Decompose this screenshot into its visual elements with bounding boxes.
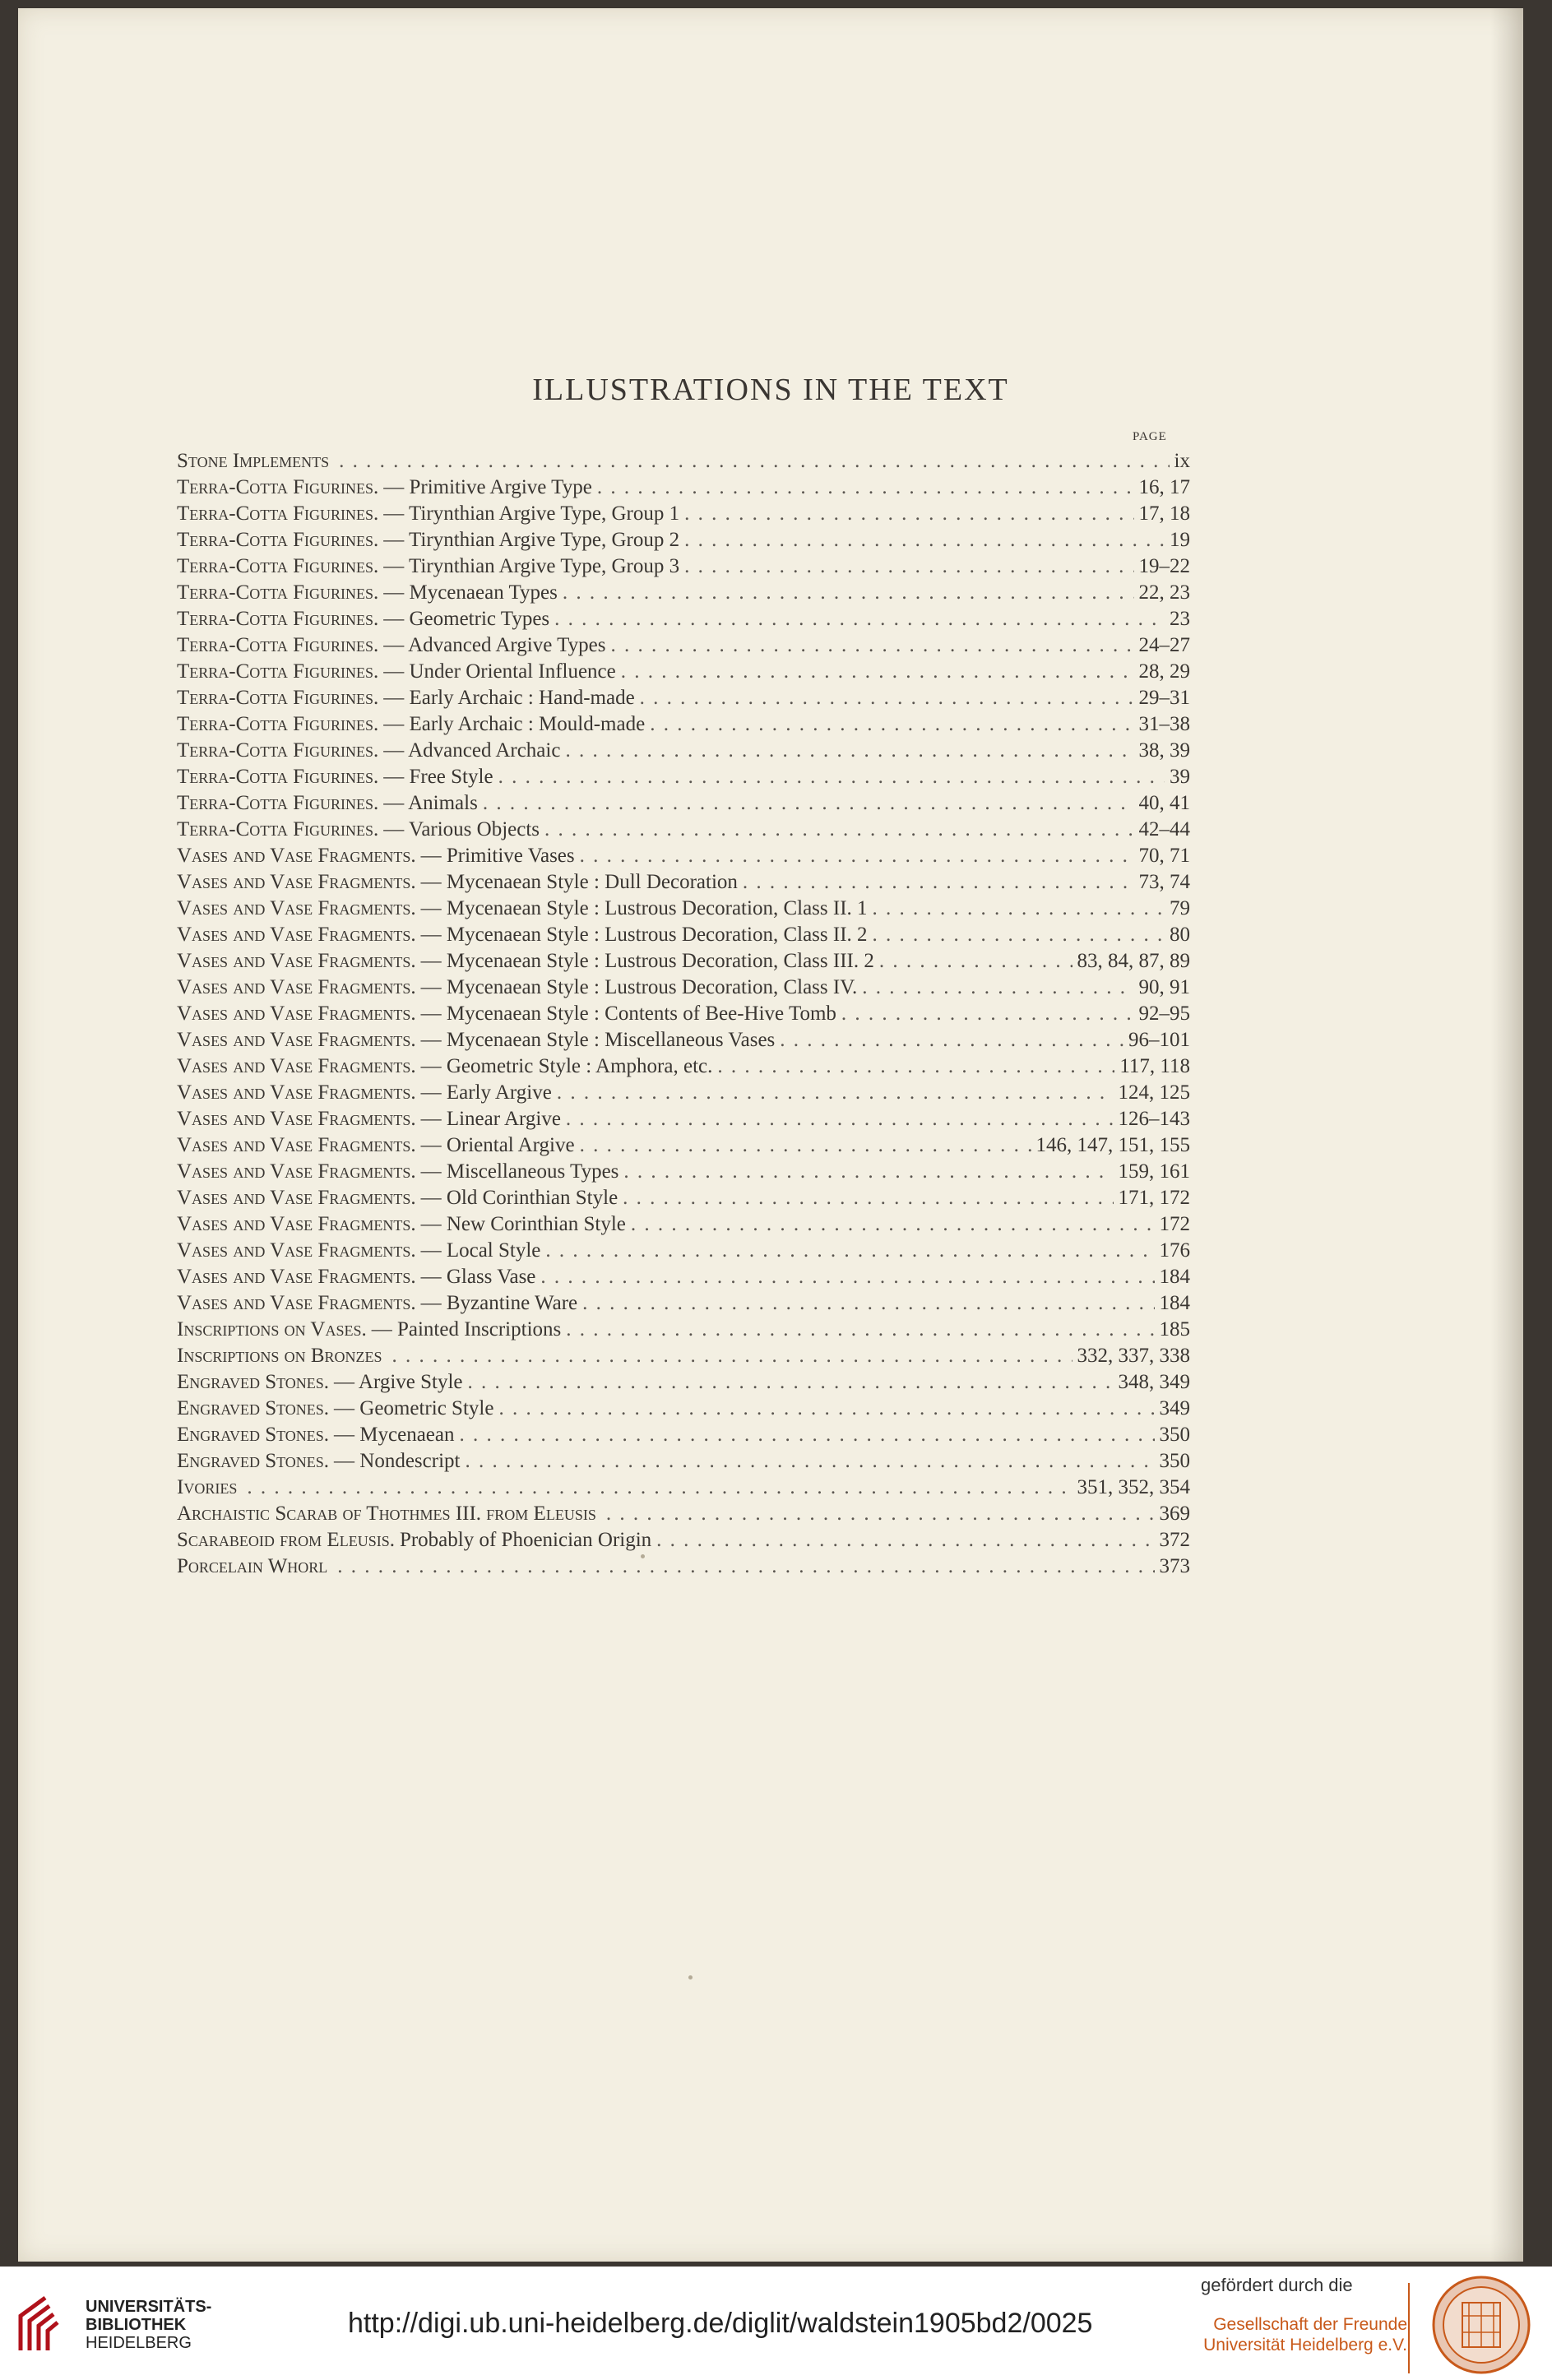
toc-entry xyxy=(177,475,1190,501)
toc-entry-label: Terra-Cotta Figurines. xyxy=(177,713,379,735)
toc-entry-page: 124, 125 xyxy=(1118,1081,1190,1104)
toc-entry-label: Inscriptions on Vases. xyxy=(177,1318,367,1340)
toc-entry xyxy=(177,1159,1190,1185)
toc-entry-subtitle: — Advanced Archaic xyxy=(383,739,561,762)
toc-entry-page: 126–143 xyxy=(1118,1108,1190,1130)
dot-leader xyxy=(566,1317,1154,1343)
toc-entry-label: Vases and Vase Fragments. xyxy=(177,976,416,998)
toc-entry-subtitle: — Mycenaean Style : Contents of Bee-Hive Tomb xyxy=(420,1002,836,1025)
toc-entry-subtitle: — Mycenaean Style : Dull Decoration xyxy=(420,871,738,893)
toc-entry-label: Porcelain Whorl xyxy=(177,1555,328,1577)
toc-entry-subtitle: — Mycenaean Style : Lustrous Decoration, Class IV. xyxy=(420,976,858,998)
toc-entry-page: 351, 352, 354 xyxy=(1077,1476,1190,1498)
dot-leader xyxy=(557,1080,1114,1106)
university-library-logo-icon xyxy=(16,2291,74,2357)
toc-entry-page: 348, 349 xyxy=(1118,1371,1190,1393)
toc-entry xyxy=(177,448,1190,475)
illustrations-list xyxy=(177,448,1190,1580)
toc-entry-subtitle: — Free Style xyxy=(383,766,493,788)
toc-entry-subtitle: — Tirynthian Argive Type, Group 2 xyxy=(383,529,680,551)
toc-entry-page: 171, 172 xyxy=(1118,1187,1190,1209)
toc-entry-page: 146, 147, 151, 155 xyxy=(1035,1134,1190,1156)
toc-entry-subtitle: — Mycenaean xyxy=(334,1424,455,1446)
toc-entry xyxy=(177,501,1190,527)
toc-entry-subtitle: — Mycenaean Style : Lustrous Decoration, Class II. 1 xyxy=(420,897,868,919)
digitization-footer xyxy=(0,2267,1552,2380)
toc-entry-subtitle: — Miscellaneous Types xyxy=(420,1160,619,1183)
toc-entry xyxy=(177,1264,1190,1290)
page-column-label: PAGE xyxy=(1133,430,1167,443)
toc-entry xyxy=(177,1053,1190,1080)
toc-entry-label: Terra-Cotta Figurines. xyxy=(177,581,379,604)
toc-entry xyxy=(177,1027,1190,1053)
dot-leader xyxy=(468,1369,1114,1396)
toc-entry-subtitle: — Early Argive xyxy=(420,1081,552,1104)
toc-entry-subtitle: — Primitive Vases xyxy=(420,845,575,867)
toc-entry-label: Vases and Vase Fragments. xyxy=(177,1292,416,1314)
toc-entry xyxy=(177,685,1190,711)
toc-entry-label: Terra-Cotta Figurines. xyxy=(177,555,379,577)
toc-entry-subtitle: — Local Style xyxy=(420,1239,541,1262)
dot-leader xyxy=(606,1501,1155,1527)
toc-entry xyxy=(177,1290,1190,1317)
toc-entry xyxy=(177,1501,1190,1527)
toc-entry-page: 19 xyxy=(1170,529,1190,551)
toc-entry-label: Vases and Vase Fragments. xyxy=(177,1108,416,1130)
toc-entry-label: Vases and Vase Fragments. xyxy=(177,1239,416,1262)
toc-entry xyxy=(177,1238,1190,1264)
dot-leader xyxy=(841,1001,1134,1027)
toc-entry xyxy=(177,896,1190,922)
dot-leader xyxy=(554,606,1165,632)
toc-entry-subtitle: — Various Objects xyxy=(383,818,540,840)
toc-entry-page: 19–22 xyxy=(1138,555,1190,577)
toc-entry xyxy=(177,659,1190,685)
toc-entry-subtitle: — Under Oriental Influence xyxy=(383,660,616,683)
toc-entry-subtitle: — Tirynthian Argive Type, Group 1 xyxy=(383,502,680,525)
toc-entry-label: Vases and Vase Fragments. xyxy=(177,845,416,867)
dot-leader xyxy=(580,843,1134,869)
toc-entry-subtitle: — New Corinthian Style xyxy=(420,1213,626,1235)
sponsor-name xyxy=(1203,2314,1407,2355)
toc-entry xyxy=(177,1553,1190,1580)
dot-leader xyxy=(780,1027,1123,1053)
toc-entry-subtitle: — Nondescript xyxy=(334,1450,461,1472)
toc-entry-page: 16, 17 xyxy=(1138,476,1190,498)
toc-entry-page: 79 xyxy=(1170,897,1190,919)
toc-entry-subtitle: — Glass Vase xyxy=(420,1266,536,1288)
toc-entry-page: 92–95 xyxy=(1138,1002,1190,1025)
dot-leader xyxy=(631,1211,1155,1238)
toc-entry-label: Terra-Cotta Figurines. xyxy=(177,739,379,762)
toc-entry-page: 185 xyxy=(1159,1318,1190,1340)
toc-entry-page: 38, 39 xyxy=(1138,739,1190,762)
toc-entry-page: 117, 118 xyxy=(1119,1055,1190,1077)
toc-entry xyxy=(177,1211,1190,1238)
dot-leader xyxy=(465,1448,1154,1475)
toc-entry xyxy=(177,1001,1190,1027)
toc-entry-page: 24–27 xyxy=(1138,634,1190,656)
toc-entry-subtitle: — Mycenaean Style : Miscellaneous Vases xyxy=(420,1029,776,1051)
toc-entry-label: Terra-Cotta Figurines. xyxy=(177,792,379,814)
toc-entry xyxy=(177,1369,1190,1396)
toc-entry xyxy=(177,711,1190,738)
dot-leader xyxy=(247,1475,1072,1501)
dot-leader xyxy=(597,475,1134,501)
library-name xyxy=(86,2298,211,2352)
toc-entry-page: 90, 91 xyxy=(1138,976,1190,998)
toc-entry-subtitle: — Primitive Argive Type xyxy=(383,476,592,498)
toc-entry-label: Vases and Vase Fragments. xyxy=(177,871,416,893)
dot-leader xyxy=(623,1185,1113,1211)
toc-entry-page: 96–101 xyxy=(1128,1029,1190,1051)
toc-entry-subtitle: — Advanced Argive Types xyxy=(383,634,606,656)
toc-entry xyxy=(177,948,1190,975)
toc-entry-page: 159, 161 xyxy=(1118,1160,1190,1183)
toc-entry xyxy=(177,738,1190,764)
sponsor-divider xyxy=(1408,2283,1410,2373)
toc-entry xyxy=(177,632,1190,659)
dot-leader xyxy=(650,711,1133,738)
toc-entry xyxy=(177,580,1190,606)
toc-entry xyxy=(177,1475,1190,1501)
dot-leader xyxy=(540,1264,1154,1290)
page-title: ILLUSTRATIONS IN THE TEXT xyxy=(532,373,1009,407)
toc-entry-page: ix xyxy=(1174,450,1190,472)
dot-leader xyxy=(337,1553,1154,1580)
dot-leader xyxy=(545,1238,1154,1264)
toc-entry xyxy=(177,869,1190,896)
toc-entry-page: 332, 337, 338 xyxy=(1077,1345,1190,1367)
document-page xyxy=(18,8,1523,2262)
toc-entry xyxy=(177,1132,1190,1159)
toc-entry-subtitle: — Old Corinthian Style xyxy=(420,1187,618,1209)
toc-entry xyxy=(177,1527,1190,1553)
toc-entry-label: Engraved Stones. xyxy=(177,1424,330,1446)
toc-entry-label: Terra-Cotta Figurines. xyxy=(177,660,379,683)
toc-entry-page: 28, 29 xyxy=(1138,660,1190,683)
toc-entry-subtitle: — Argive Style xyxy=(334,1371,463,1393)
toc-entry-subtitle: — Tirynthian Argive Type, Group 3 xyxy=(383,555,680,577)
toc-entry-label: Vases and Vase Fragments. xyxy=(177,924,416,946)
toc-entry xyxy=(177,975,1190,1001)
toc-entry-subtitle: — Linear Argive xyxy=(420,1108,561,1130)
university-seal-icon xyxy=(1431,2275,1531,2375)
toc-entry xyxy=(177,527,1190,553)
library-name-line3: HEIDELBERG xyxy=(86,2334,192,2352)
toc-entry-label: Vases and Vase Fragments. xyxy=(177,950,416,972)
toc-entry-label: Engraved Stones. xyxy=(177,1450,330,1472)
toc-entry-page: 349 xyxy=(1159,1397,1190,1419)
toc-entry xyxy=(177,1317,1190,1343)
dot-leader xyxy=(879,948,1073,975)
toc-entry xyxy=(177,606,1190,632)
toc-entry-label: Terra-Cotta Figurines. xyxy=(177,634,379,656)
dot-leader xyxy=(621,659,1134,685)
toc-entry-label: Vases and Vase Fragments. xyxy=(177,1187,416,1209)
dot-leader xyxy=(582,1290,1154,1317)
toc-entry-label: Stone Implements xyxy=(177,450,330,472)
toc-entry xyxy=(177,553,1190,580)
toc-entry-page: 176 xyxy=(1159,1239,1190,1262)
toc-entry-subtitle: — Mycenaean Style : Lustrous Decoration, Class II. 2 xyxy=(420,924,868,946)
toc-entry-page: 350 xyxy=(1159,1450,1190,1472)
toc-entry xyxy=(177,1448,1190,1475)
dot-leader xyxy=(640,685,1134,711)
dot-leader xyxy=(610,632,1133,659)
permalink-url[interactable]: http://digi.ub.uni-heidelberg.de/diglit/waldstein1905bd2/0025 xyxy=(348,2308,1093,2339)
dot-leader xyxy=(656,1527,1154,1553)
toc-entry-subtitle: — Animals xyxy=(383,792,478,814)
toc-entry-subtitle: — Painted Inscriptions xyxy=(371,1318,562,1340)
dot-leader xyxy=(862,975,1133,1001)
toc-entry-page: 73, 74 xyxy=(1138,871,1190,893)
toc-entry-page: 369 xyxy=(1159,1503,1190,1525)
dot-leader xyxy=(743,869,1134,896)
toc-entry-page: 350 xyxy=(1159,1424,1190,1446)
toc-entry-subtitle: Probably of Phoenician Origin xyxy=(399,1529,652,1551)
toc-entry-subtitle: — Early Archaic : Hand-made xyxy=(383,687,635,709)
toc-entry-label: Ivories xyxy=(177,1476,238,1498)
toc-entry-label: Terra-Cotta Figurines. xyxy=(177,476,379,498)
toc-entry-page: 80 xyxy=(1170,924,1190,946)
dot-leader xyxy=(623,1159,1113,1185)
toc-entry xyxy=(177,1422,1190,1448)
toc-entry-label: Terra-Cotta Figurines. xyxy=(177,502,379,525)
toc-entry-subtitle: — Early Archaic : Mould-made xyxy=(383,713,646,735)
sponsor-name-line1: Gesellschaft der Freunde xyxy=(1213,2315,1407,2334)
toc-entry-page: 372 xyxy=(1159,1529,1190,1551)
toc-entry-label: Terra-Cotta Figurines. xyxy=(177,818,379,840)
dot-leader xyxy=(339,448,1169,475)
page-edge-shadow xyxy=(1490,8,1523,2262)
toc-entry-page: 172 xyxy=(1159,1213,1190,1235)
toc-entry xyxy=(177,764,1190,790)
toc-entry-label: Vases and Vase Fragments. xyxy=(177,1213,416,1235)
toc-entry-label: Vases and Vase Fragments. xyxy=(177,1002,416,1025)
dot-leader xyxy=(566,1106,1114,1132)
dot-leader xyxy=(684,501,1133,527)
toc-entry-label: Vases and Vase Fragments. xyxy=(177,1266,416,1288)
toc-entry-subtitle: — Mycenaean Style : Lustrous Decoration, Class III. 2 xyxy=(420,950,874,972)
toc-entry-page: 17, 18 xyxy=(1138,502,1190,525)
toc-entry-label: Archaistic Scarab of Thothmes III. from Eleusis xyxy=(177,1503,596,1525)
toc-entry-label: Vases and Vase Fragments. xyxy=(177,1081,416,1104)
toc-entry-page: 39 xyxy=(1170,766,1190,788)
paper-speck xyxy=(641,1554,645,1558)
dot-leader xyxy=(483,790,1134,817)
toc-entry xyxy=(177,1106,1190,1132)
toc-entry-label: Scarabeoid from Eleusis. xyxy=(177,1529,395,1551)
dot-leader xyxy=(717,1053,1114,1080)
toc-entry xyxy=(177,790,1190,817)
toc-entry-page: 70, 71 xyxy=(1138,845,1190,867)
toc-entry xyxy=(177,1343,1190,1369)
dot-leader xyxy=(498,764,1165,790)
toc-entry xyxy=(177,843,1190,869)
toc-entry-label: Vases and Vase Fragments. xyxy=(177,1160,416,1183)
dot-leader xyxy=(460,1422,1155,1448)
dot-leader xyxy=(392,1343,1073,1369)
toc-entry-subtitle: — Geometric Types xyxy=(383,608,550,630)
toc-entry xyxy=(177,817,1190,843)
dot-leader xyxy=(498,1396,1154,1422)
dot-leader xyxy=(873,896,1165,922)
toc-entry-page: 23 xyxy=(1170,608,1190,630)
toc-entry-label: Terra-Cotta Figurines. xyxy=(177,529,379,551)
toc-entry-page: 22, 23 xyxy=(1138,581,1190,604)
toc-entry-subtitle: — Geometric Style xyxy=(334,1397,494,1419)
toc-entry-subtitle: — Geometric Style : Amphora, etc. xyxy=(420,1055,713,1077)
toc-entry-page: 83, 84, 87, 89 xyxy=(1077,950,1190,972)
toc-entry-page: 40, 41 xyxy=(1138,792,1190,814)
toc-entry-page: 184 xyxy=(1159,1266,1190,1288)
toc-entry xyxy=(177,1185,1190,1211)
toc-entry-page: 184 xyxy=(1159,1292,1190,1314)
dot-leader xyxy=(565,738,1133,764)
toc-entry-page: 373 xyxy=(1159,1555,1190,1577)
sponsor-intro: gefördert durch die xyxy=(1201,2275,1353,2295)
toc-entry-subtitle: — Oriental Argive xyxy=(420,1134,575,1156)
toc-entry-label: Terra-Cotta Figurines. xyxy=(177,766,379,788)
dot-leader xyxy=(684,553,1133,580)
dot-leader xyxy=(544,817,1133,843)
dot-leader xyxy=(580,1132,1031,1159)
toc-entry-subtitle: — Byzantine Ware xyxy=(420,1292,578,1314)
toc-entry-label: Vases and Vase Fragments. xyxy=(177,1055,416,1077)
library-name-line1: UNIVERSITÄTS- xyxy=(86,2298,212,2316)
toc-entry xyxy=(177,922,1190,948)
toc-entry-label: Inscriptions on Bronzes xyxy=(177,1345,382,1367)
paper-speck xyxy=(688,1975,693,1979)
toc-entry-page: 31–38 xyxy=(1138,713,1190,735)
toc-entry-subtitle: — Mycenaean Types xyxy=(383,581,558,604)
toc-entry xyxy=(177,1396,1190,1422)
toc-entry-label: Vases and Vase Fragments. xyxy=(177,1029,416,1051)
toc-entry-label: Engraved Stones. xyxy=(177,1371,330,1393)
library-name-line2: BIBLIOTHEK xyxy=(86,2316,187,2334)
toc-entry-label: Terra-Cotta Figurines. xyxy=(177,687,379,709)
toc-entry-page: 42–44 xyxy=(1138,818,1190,840)
sponsor-name-line2: Universität Heidelberg e.V. xyxy=(1203,2336,1407,2355)
dot-leader xyxy=(684,527,1165,553)
toc-entry-label: Vases and Vase Fragments. xyxy=(177,1134,416,1156)
dot-leader xyxy=(873,922,1165,948)
toc-entry-label: Terra-Cotta Figurines. xyxy=(177,608,379,630)
toc-entry-label: Vases and Vase Fragments. xyxy=(177,897,416,919)
toc-entry-page: 29–31 xyxy=(1138,687,1190,709)
dot-leader xyxy=(563,580,1134,606)
toc-entry-label: Engraved Stones. xyxy=(177,1397,330,1419)
toc-entry xyxy=(177,1080,1190,1106)
